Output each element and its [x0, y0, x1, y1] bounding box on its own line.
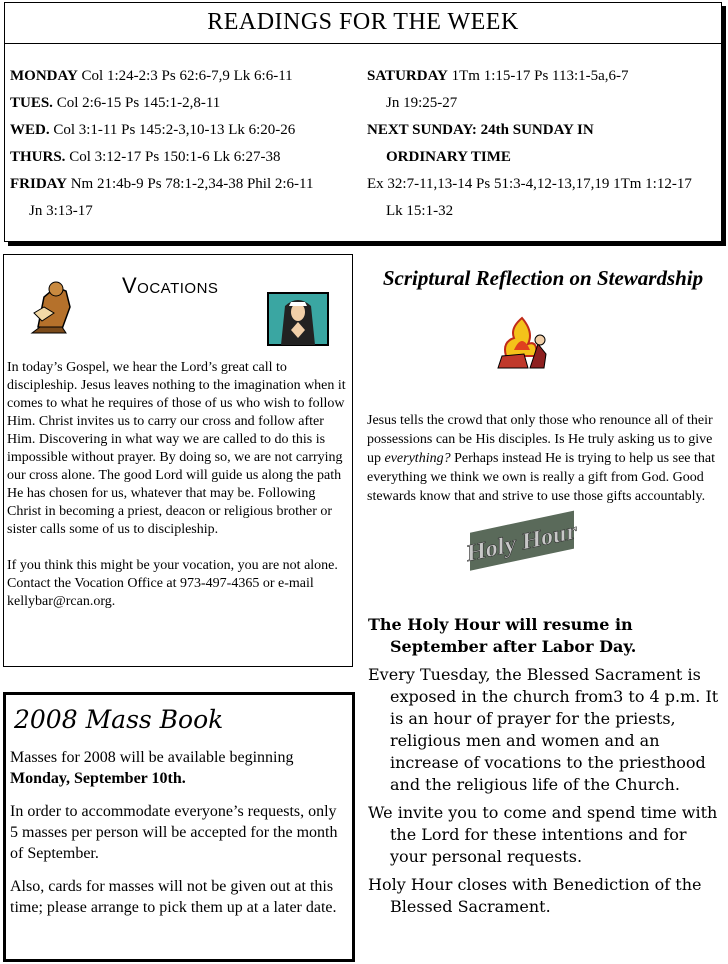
praying-person-icon	[26, 277, 80, 340]
reading-friday-cont: Jn 3:13-17	[29, 203, 93, 219]
reflection-title: Scriptural Reflection on Stewardship	[382, 266, 704, 290]
mass-book-paragraph: In order to accommodate everyone’s requests, only 5 masses per person will be accepted for the month of September.	[10, 803, 338, 862]
day-label: SATURDAY	[367, 68, 448, 84]
reading-tuesday	[10, 90, 360, 117]
day-label: FRIDAY	[10, 176, 67, 192]
reading-text: Col 3:1-11 Ps 145:2-3,10-13 Lk 6:20-26	[49, 122, 296, 138]
readings-left-column	[10, 63, 360, 225]
vocations-paragraph: In today’s Gospel, we hear the Lord’s great call to discipleship. Jesus leaves nothing to the imagination when it comes to what he requires of those of us who wish to follow Him. Christ invites us to carry our cross and follow after Him. Discovering in what way we are called to do this is impossible without prayer. By doing so, we are not carrying our cross alone. The good Lord will guide us along the path He has chosen for us, whatever that may be. Following Christ in becoming a priest, deacon or religious brother or sister calls some of us to discipleship.	[7, 360, 346, 537]
reading-next-sunday: NEXT SUNDAY: 24th SUNDAY IN	[367, 122, 594, 138]
readings-box	[4, 2, 722, 242]
holy-hour-logo	[464, 500, 582, 587]
reading-text: Col 2:6-15 Ps 145:1-2,8-11	[52, 95, 221, 111]
vocations-text	[7, 359, 349, 629]
reflection-emphasis: everything?	[384, 451, 451, 466]
reading-friday	[10, 171, 360, 198]
holy-hour-logo-text: Holy Hour	[467, 517, 577, 568]
holy-hour-paragraph: Every Tuesday, the Blessed Sacrament is exposed in the church from3 to 4 p.m. It is an hour of prayer for the priests, religious men and women and an increase of vocations to the priesthood and the religious life of the Church.	[368, 665, 719, 794]
reading-text: Nm 21:4b-9 Ps 78:1-2,34-38 Phil 2:6-11	[66, 176, 314, 192]
reading-monday	[10, 63, 360, 90]
mass-book-text	[10, 747, 348, 930]
mass-book-box	[3, 692, 355, 962]
vocations-box	[3, 254, 353, 667]
holy-hour-paragraph: We invite you to come and spend time with the Lord for these intentions and for your personal requests.	[368, 803, 718, 866]
reflection-text-part: Jesus tells the crowd that only those who renounce all of their possessions can be His disciples. Is He truly asking us to give up	[367, 413, 713, 466]
reading-text: 1Tm 1:15-17 Ps 113:1-5a,6-7	[447, 68, 629, 84]
holy-hour-section	[368, 614, 720, 924]
readings-title: READINGS FOR THE WEEK	[5, 3, 721, 44]
day-label: MONDAY	[10, 68, 78, 84]
reading-thursday	[10, 144, 360, 171]
reflection-text-part: Perhaps instead He is trying to help us see that everything we think we own is really a gift from God. Good stewards know that and strive to use those gifts accountably.	[367, 451, 715, 504]
reading-saturday	[367, 63, 721, 90]
day-label: THURS.	[10, 149, 66, 165]
holy-hour-paragraph: Holy Hour closes with Benediction of the Blessed Sacrament.	[368, 875, 702, 916]
reading-saturday-cont: Jn 19:25-27	[386, 95, 458, 111]
reading-next-sunday-cont: ORDINARY TIME	[386, 149, 511, 165]
mass-book-intro: Masses for 2008 will be available beginning	[10, 749, 294, 766]
praying-nun-icon	[267, 292, 329, 351]
holy-hour-heading: The Holy Hour will resume in September after Labor Day.	[368, 615, 637, 656]
burning-bush-icon	[494, 314, 550, 375]
mass-book-paragraph: Also, cards for masses will not be given out at this time; please arrange to pick them up at a later date.	[10, 878, 337, 916]
reading-sunday: Ex 32:7-11,13-14 Ps 51:3-4,12-13,17,19 1Tm 1:12-17	[367, 176, 692, 192]
reading-text: Col 1:24-2:3 Ps 62:6-7,9 Lk 6:6-11	[77, 68, 293, 84]
day-label: TUES.	[10, 95, 53, 111]
mass-book-title: 2008 Mass Book	[14, 705, 224, 734]
day-label: WED.	[10, 122, 50, 138]
vocations-title: Vocations	[122, 273, 219, 298]
reading-sunday-cont: Lk 15:1-32	[386, 203, 454, 219]
mass-book-date: Monday, September 10th.	[10, 770, 186, 787]
mass-book-paragraph	[10, 747, 348, 789]
vocations-contact: If you think this might be your vocation, you are not alone. Contact the Vocation Office at 973-497-4365 or e-mail kellybar@rcan.org.	[7, 558, 338, 609]
readings-right-column	[367, 63, 721, 225]
reading-text: Col 3:12-17 Ps 150:1-6 Lk 6:27-38	[65, 149, 281, 165]
reflection-text	[367, 411, 719, 506]
reading-wednesday	[10, 117, 360, 144]
